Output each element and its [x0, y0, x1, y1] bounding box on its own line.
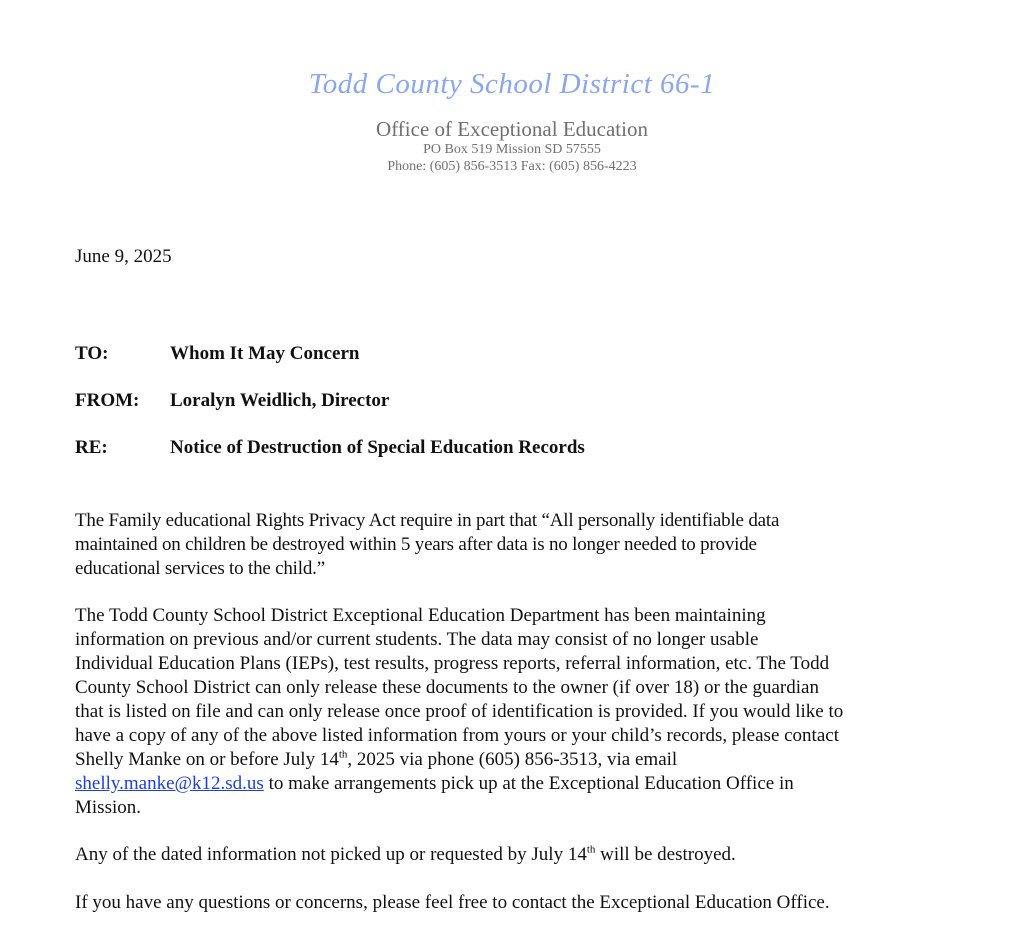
memo-header	[75, 342, 585, 483]
paragraph-line: that is listed on file and can only release once proof of identification is provided. If you would like to	[75, 701, 844, 722]
paragraph-line: Individual Education Plans (IEPs), test results, progress reports, referral information, etc. The Todd	[75, 653, 830, 674]
paragraph-line: educational services to the child.”	[75, 558, 325, 579]
paragraph-line	[75, 772, 955, 796]
re-value: Notice of Destruction of Special Education Records	[170, 437, 585, 458]
memo-from	[75, 389, 585, 436]
office-name: Office of Exceptional Education	[376, 117, 648, 141]
memo-re	[75, 436, 585, 483]
paragraph-ferpa	[75, 509, 955, 581]
text: to make arrangements pick up at the Exceptional Education Office in	[263, 773, 794, 794]
paragraph-line: maintained on children be destroyed within 5 years after data is no longer needed to provide	[75, 534, 757, 555]
from-label: FROM:	[75, 390, 140, 411]
memo-to	[75, 342, 585, 389]
superscript: th	[586, 843, 596, 856]
to-label: TO:	[75, 343, 109, 364]
text: , 2025 via phone (605) 856-3513, via email	[347, 749, 678, 770]
office-address: PO Box 519 Mission SD 57555	[423, 142, 601, 157]
from-value: Loralyn Weidlich, Director	[170, 390, 390, 411]
paragraph-line: Mission.	[75, 797, 141, 818]
re-label: RE:	[75, 437, 108, 458]
paragraph-deadline	[75, 843, 955, 867]
email-link[interactable]: shelly.manke@k12.sd.us	[75, 773, 264, 794]
paragraph-records	[75, 604, 955, 820]
letter-date: June 9, 2025	[75, 246, 172, 267]
text: Shelly Manke on or before July 14	[75, 749, 339, 770]
paragraph-line	[75, 748, 955, 772]
district-name: Todd County School District 66-1	[308, 68, 716, 100]
paragraph-line: The Family educational Rights Privacy Act require in part that “All personally identifiable data	[75, 510, 780, 531]
paragraph-contact: If you have any questions or concerns, please feel free to contact the Exceptional Education Office.	[75, 892, 830, 913]
to-value: Whom It May Concern	[170, 343, 360, 364]
office-phone-fax: Phone: (605) 856-3513 Fax: (605) 856-4223	[387, 159, 637, 174]
superscript: th	[338, 748, 348, 761]
paragraph-line: have a copy of any of the above listed information from yours or your child’s records, please contact	[75, 725, 839, 746]
text: Any of the dated information not picked up or requested by July 14	[75, 844, 587, 865]
paragraph-line: information on previous and/or current students. The data may consist of no longer usable	[75, 629, 759, 650]
paragraph-line: The Todd County School District Exceptional Education Department has been maintaining	[75, 605, 766, 626]
letterhead	[0, 66, 1024, 175]
paragraph-line: County School District can only release these documents to the owner (if over 18) or the guardian	[75, 677, 819, 698]
text: will be destroyed.	[595, 844, 736, 865]
